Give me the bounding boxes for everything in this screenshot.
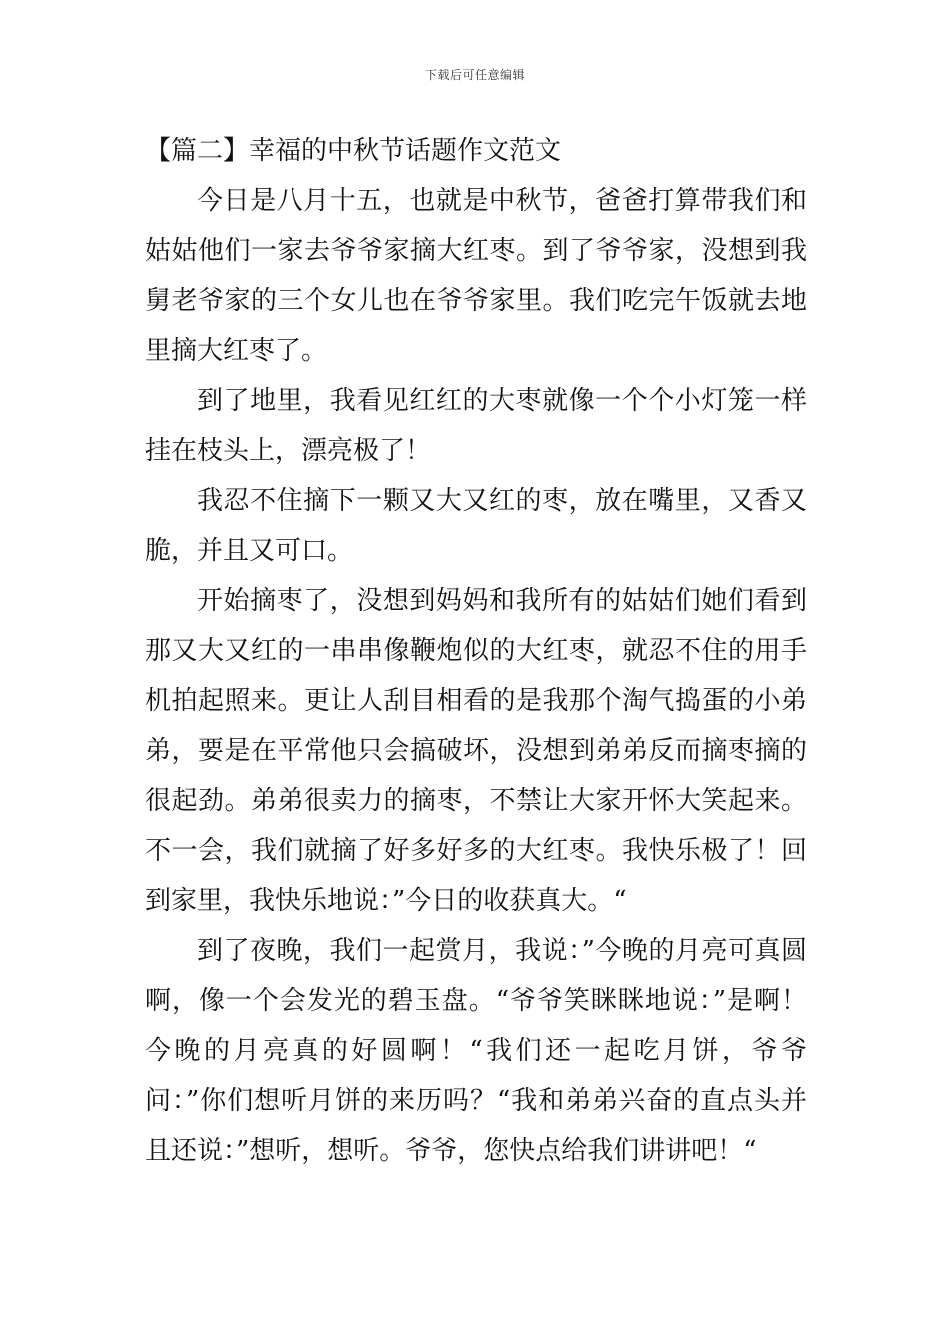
paragraph-4: 开始摘枣了，没想到妈妈和我所有的姑姑们她们看到那又大又红的一串串像鞭炮似的大红枣，就忍不住的用手机拍起照来。更让人刮目相看的是我那个淘气捣蛋的小弟弟，要是在平常他只会搞破坏，没想到弟弟反而摘枣摘的很起劲。弟弟很卖力的摘枣，不禁让大家开怀大笑起来。不一会，我们就摘了好多好多的大红枣。我快乐极了！回到家里，我快乐地说：”今日的收获真大。“	[145, 586, 807, 916]
article	[145, 126, 807, 1176]
paragraph-2: 到了地里，我看见红红的大枣就像一个个小灯笼一样挂在枝头上，漂亮极了！	[145, 386, 807, 466]
paragraph-1: 今日是八月十五，也就是中秋节，爸爸打算带我们和姑姑他们一家去爷爷家摘大红枣。到了爷爷家，没想到我舅老爷家的三个女儿也在爷爷家里。我们吃完午饭就去地里摘大红枣了。	[145, 186, 807, 366]
page-header: 下载后可任意编辑	[424, 68, 525, 82]
paragraph-5: 到了夜晚，我们一起赏月，我说：”今晚的月亮可真圆啊，像一个会发光的碧玉盘。“爷爷笑眯眯地说：”是啊！今晚的月亮真的好圆啊！“我们还一起吃月饼，爷爷问：”你们想听月饼的来历吗？“我和弟弟兴奋的直点头并且还说：”想听，想听。爷爷，您快点给我们讲讲吧！“	[145, 936, 807, 1166]
paragraph-3: 我忍不住摘下一颗又大又红的枣，放在嘴里，又香又脆，并且又可口。	[145, 486, 807, 566]
article-title: 【篇二】幸福的中秋节话题作文范文	[145, 136, 562, 166]
